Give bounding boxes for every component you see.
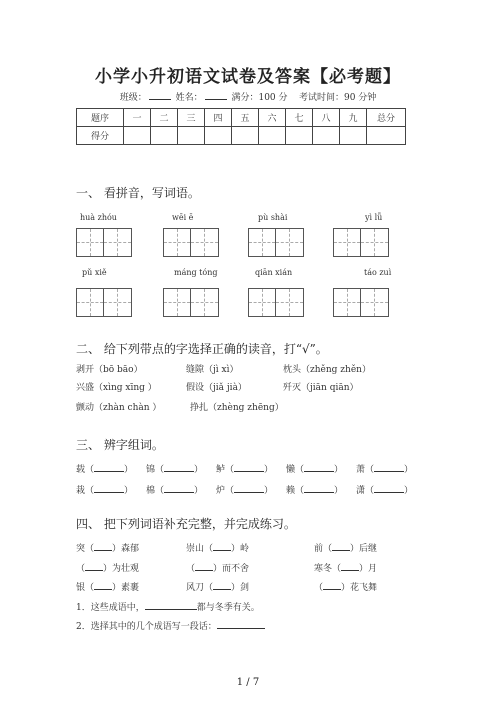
writing-grid[interactable] bbox=[76, 228, 132, 257]
section1-heading: 一、 看拼音，写词语。 bbox=[76, 186, 200, 200]
writing-grid[interactable] bbox=[333, 288, 389, 317]
word-blank[interactable]: 锦（ ） bbox=[146, 465, 204, 475]
word-blank[interactable]: 赖（ ） bbox=[286, 486, 344, 496]
page-number: 1 / 7 bbox=[236, 677, 260, 688]
pinyin: yì lǚ bbox=[365, 213, 383, 222]
score-header-cell: 一 bbox=[124, 109, 151, 127]
reading-choice[interactable]: 枕头（zhěng zhěn） bbox=[283, 365, 371, 375]
score-header-cell: 四 bbox=[205, 109, 232, 127]
score-header-row bbox=[77, 109, 406, 127]
score-cell[interactable] bbox=[367, 127, 406, 145]
writing-grid[interactable] bbox=[333, 228, 389, 257]
question-1[interactable]: 1．这些成语中， 都与冬季有关。 bbox=[76, 603, 260, 613]
pinyin: pǔ xiě bbox=[82, 268, 107, 277]
score-cell[interactable] bbox=[232, 127, 259, 145]
idiom-blank[interactable]: 前（ ）后继 bbox=[314, 544, 378, 554]
name-blank bbox=[205, 99, 227, 100]
pinyin: qiān xián bbox=[255, 268, 293, 277]
score-table bbox=[76, 108, 406, 145]
word-blank[interactable]: 栽（ ） bbox=[76, 486, 134, 496]
writing-grid[interactable] bbox=[76, 288, 132, 317]
score-cell[interactable] bbox=[259, 127, 286, 145]
idiom-blank[interactable]: 突（ ）森郁 bbox=[76, 544, 140, 554]
word-blank[interactable]: 载（ ） bbox=[76, 465, 134, 475]
question-2[interactable]: 2．选择其中的几个成语写一段话： bbox=[76, 619, 265, 632]
writing-grid[interactable] bbox=[163, 288, 219, 317]
reading-choice[interactable]: 颤动（zhàn chàn ） bbox=[76, 403, 162, 413]
score-header-cell: 三 bbox=[178, 109, 205, 127]
pinyin: táo zuì bbox=[364, 268, 392, 277]
score-header-cell: 总分 bbox=[367, 109, 406, 127]
idiom-blank[interactable]: 风刀（ ）剑 bbox=[186, 583, 250, 593]
section2-heading: 二、 给下列带点的字选择正确的读音，打“√”。 bbox=[76, 342, 328, 356]
writing-grid[interactable] bbox=[163, 228, 219, 257]
reading-choice[interactable]: 剥开（bō bāo） bbox=[76, 365, 143, 375]
pinyin: máng tóng bbox=[174, 268, 218, 277]
name-label: 姓名： bbox=[175, 93, 203, 103]
word-blank[interactable]: 懒（ ） bbox=[286, 465, 344, 475]
exam-time: 考试时间：90 分钟 bbox=[298, 93, 377, 103]
pinyin: huà zhóu bbox=[80, 213, 117, 222]
idiom-blank[interactable]: （ ）而不舍 bbox=[186, 564, 250, 574]
word-blank[interactable]: 棉（ ） bbox=[146, 486, 204, 496]
idiom-blank[interactable]: （ ）花飞舞 bbox=[314, 583, 378, 593]
word-blank[interactable]: 鲈（ ） bbox=[216, 465, 274, 475]
score-cell[interactable] bbox=[205, 127, 232, 145]
pinyin: pù shài bbox=[258, 213, 288, 222]
paper-title: 小学小升初语文试卷及答案【必考题】 bbox=[95, 67, 401, 87]
score-cell[interactable] bbox=[286, 127, 313, 145]
score-header-cell: 七 bbox=[286, 109, 313, 127]
score-header-cell: 二 bbox=[151, 109, 178, 127]
score-header-cell: 题序 bbox=[77, 109, 124, 127]
reading-choice[interactable]: 缝隙（jì xì） bbox=[186, 365, 239, 375]
word-blank[interactable]: 潇（ ） bbox=[356, 486, 414, 496]
full-score: 满分：100 分 bbox=[231, 93, 288, 103]
idiom-blank[interactable]: （ ）为壮观 bbox=[76, 564, 140, 574]
score-cell[interactable] bbox=[178, 127, 205, 145]
section3-heading: 三、 辨字组词。 bbox=[76, 438, 164, 452]
exam-info bbox=[0, 90, 496, 103]
score-value-row bbox=[77, 127, 406, 145]
score-header-cell: 八 bbox=[313, 109, 340, 127]
class-label: 班级： bbox=[119, 93, 147, 103]
score-header-cell: 五 bbox=[232, 109, 259, 127]
word-blank[interactable]: 炉（ ） bbox=[216, 486, 274, 496]
section4-heading: 四、 把下列词语补充完整，并完成练习。 bbox=[76, 517, 296, 531]
score-header-cell: 六 bbox=[259, 109, 286, 127]
pinyin: wēi ē bbox=[172, 213, 194, 222]
word-blank[interactable]: 萧（ ） bbox=[356, 465, 414, 475]
score-cell[interactable] bbox=[313, 127, 340, 145]
idiom-blank[interactable]: 崇山（ ）岭 bbox=[186, 544, 250, 554]
class-blank bbox=[149, 99, 171, 100]
idiom-blank[interactable]: 寒冬（ ）月 bbox=[314, 564, 378, 574]
reading-choice[interactable]: 兴盛（xìng xīng ） bbox=[76, 383, 157, 393]
score-cell[interactable] bbox=[124, 127, 151, 145]
reading-choice[interactable]: 歼灭（jiān qiān） bbox=[283, 383, 359, 393]
idiom-blank[interactable]: 银（ ）素裹 bbox=[76, 583, 140, 593]
reading-choice[interactable]: 假设（jiǎ jià） bbox=[186, 383, 247, 393]
score-row-label: 得分 bbox=[77, 127, 124, 145]
score-cell[interactable] bbox=[340, 127, 367, 145]
writing-grid[interactable] bbox=[248, 228, 304, 257]
score-cell[interactable] bbox=[151, 127, 178, 145]
reading-choice[interactable]: 挣扎（zhèng zhēng） bbox=[190, 403, 284, 413]
score-header-cell: 九 bbox=[340, 109, 367, 127]
writing-grid[interactable] bbox=[248, 288, 304, 317]
